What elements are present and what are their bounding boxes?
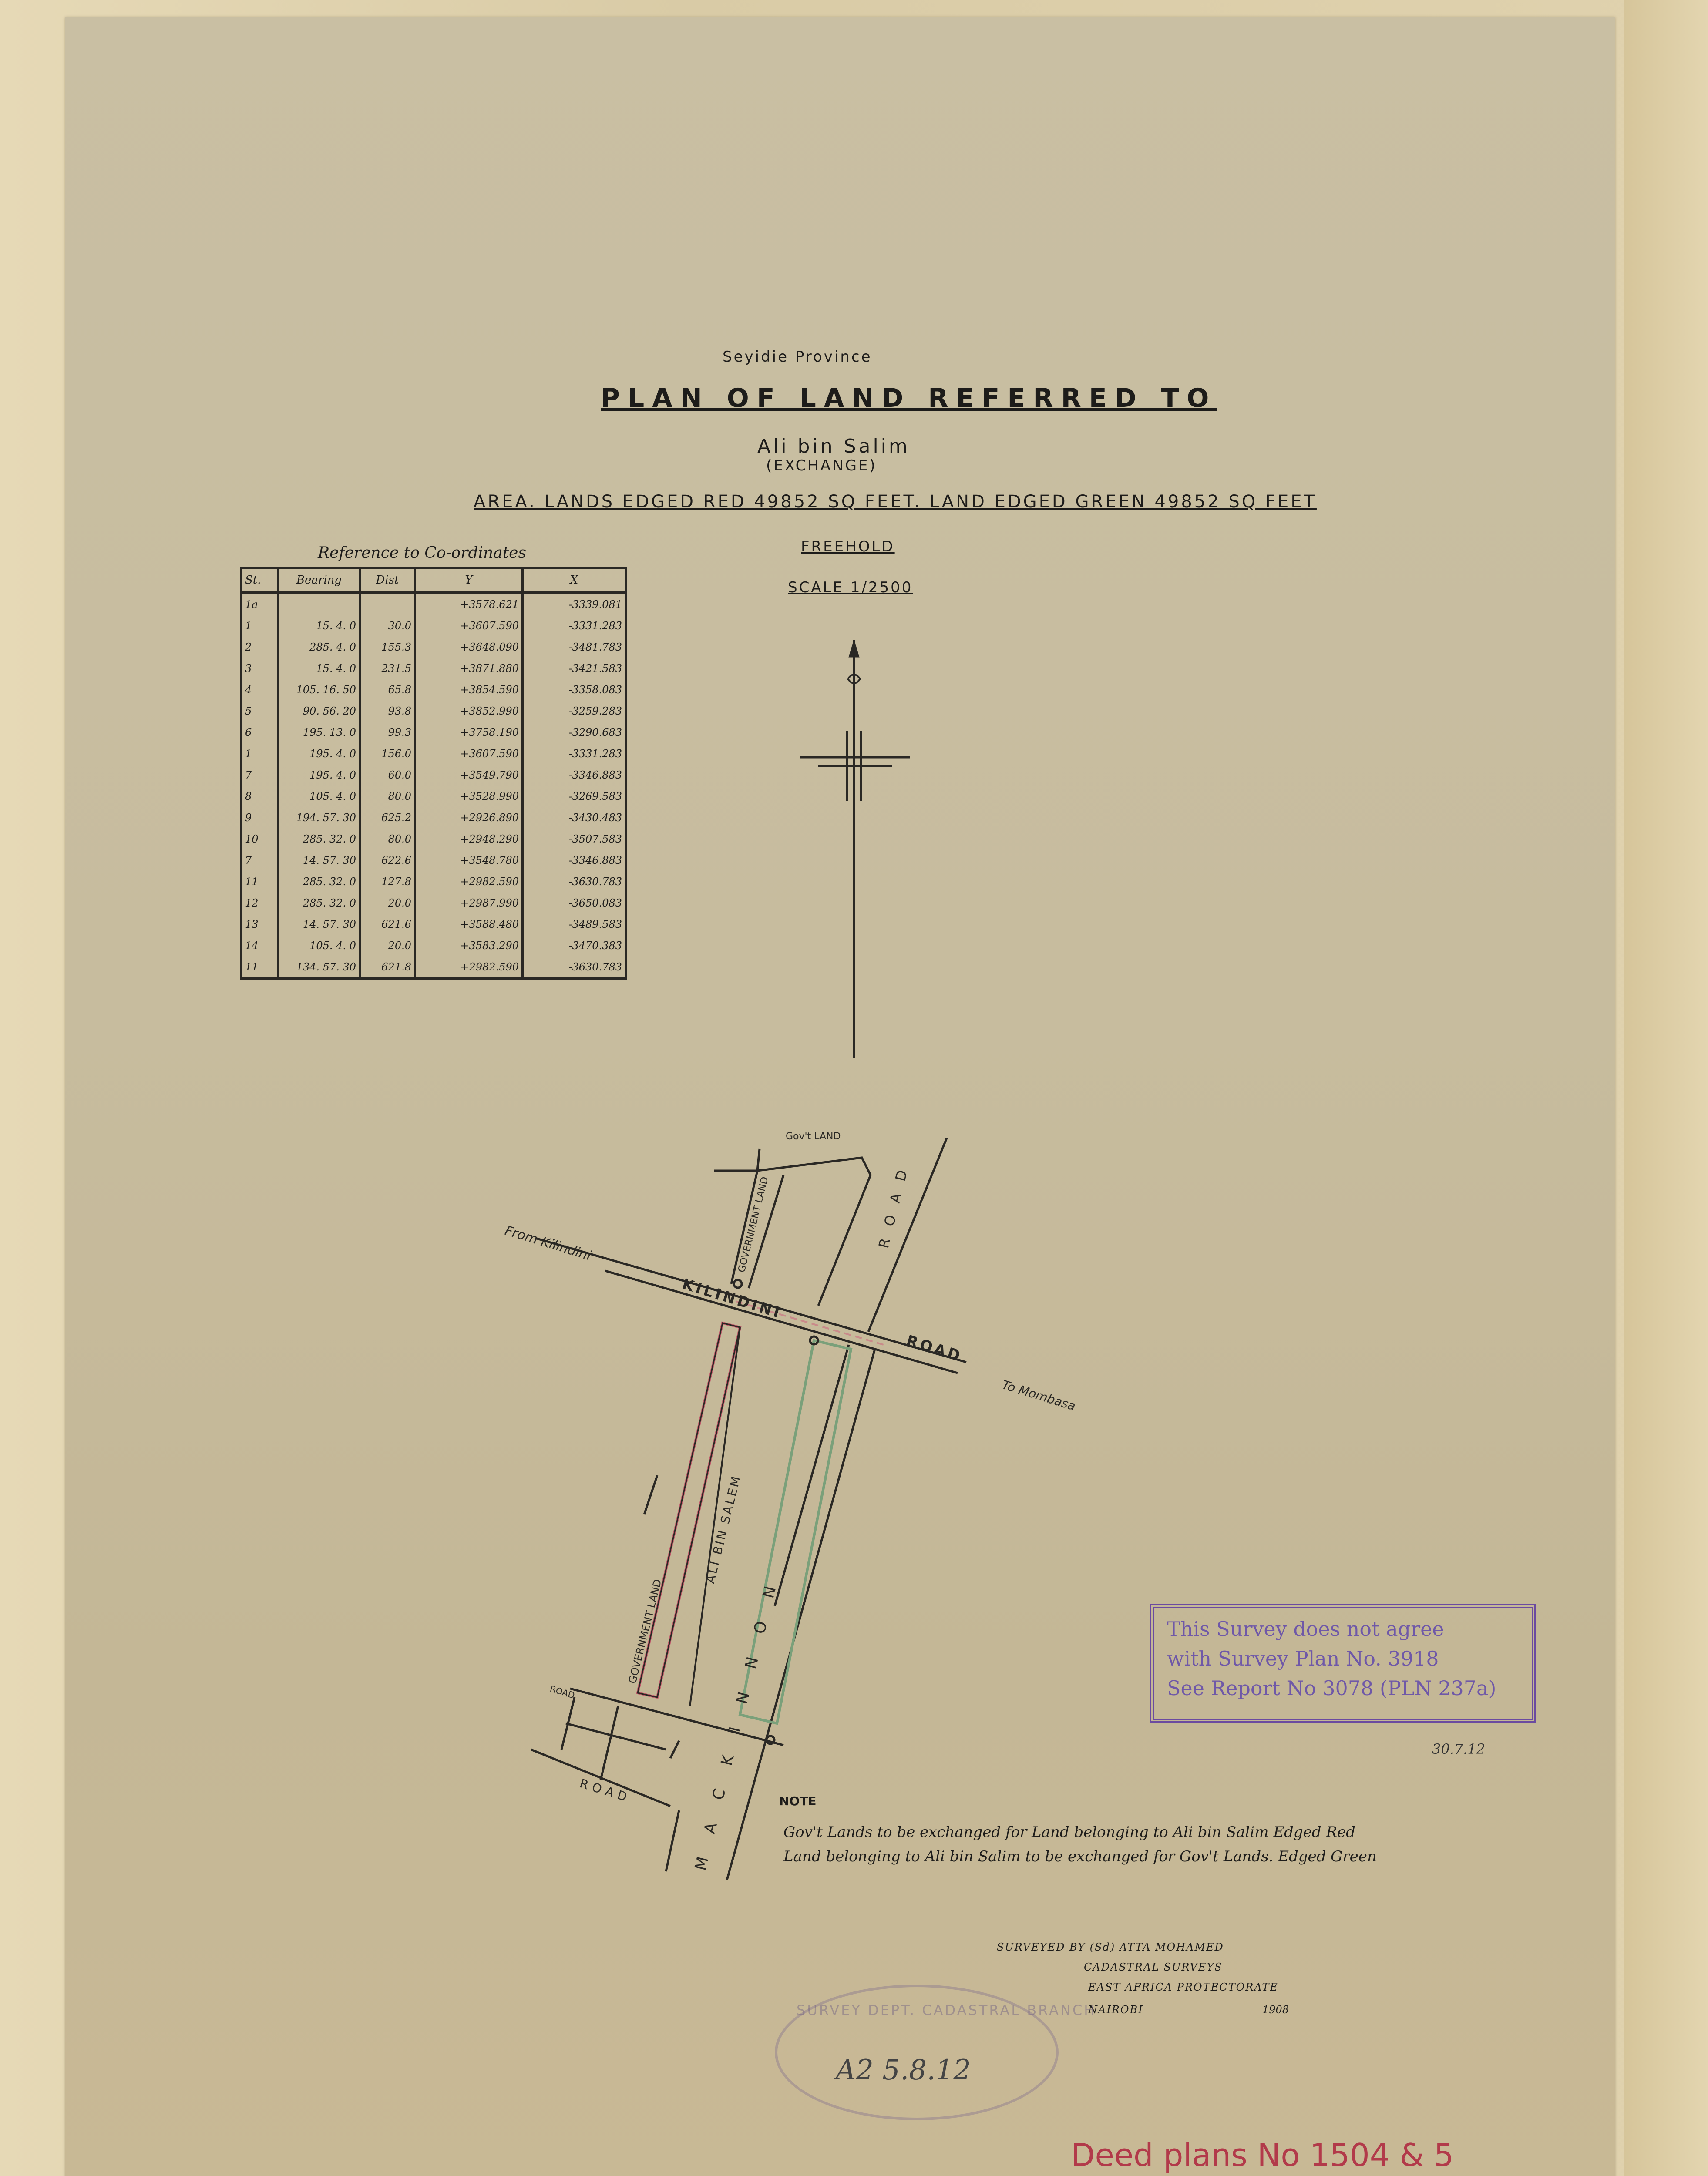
govt-land-top-label: Gov't LAND [786,1131,841,1142]
table-caption: Reference to Co-ordinates [318,544,526,562]
table-cell: 195. 4. 0 [279,743,360,764]
table-cell: -3481.783 [523,636,626,658]
table-cell: 14. 57. 30 [279,850,360,871]
stamp-initials: 30.7.12 [1432,1741,1486,1757]
table-cell: 622.6 [360,850,415,871]
table-cell: 9 [242,807,279,828]
table-cell: 4 [242,679,279,700]
table-cell: +2982.590 [415,871,523,892]
surveyor-line-4: NAIROBI [1088,2004,1143,2016]
government-land-top-parcel [714,1149,871,1306]
north-arrow [800,640,910,1058]
table-cell: 5 [242,700,279,722]
table-cell: 20.0 [360,892,415,913]
table-cell: 90. 56. 20 [279,700,360,722]
table-cell: 2 [242,636,279,658]
table-cell: 30.0 [360,615,415,636]
table-cell: -3650.083 [523,892,626,913]
table-cell: +3588.480 [415,913,523,935]
surveyor-line-2: CADASTRAL SURVEYS [1084,1961,1223,1973]
table-cell: +3548.780 [415,850,523,871]
table-cell: 65.8 [360,679,415,700]
table-cell: 134. 57. 30 [279,956,360,979]
table-cell: +3648.090 [415,636,523,658]
column-header: Y [415,568,523,593]
table-cell: -3630.783 [523,956,626,979]
table-cell: 231.5 [360,658,415,679]
table-cell: -3331.283 [523,743,626,764]
table-cell: +3854.590 [415,679,523,700]
government-land-top-left-label: GOVERNMENT LAND [736,1175,771,1274]
table-cell: 11 [242,956,279,979]
oval-stamp-text: SURVEY DEPT. CADASTRAL BRANCH [797,2002,1096,2018]
column-header: Bearing [279,568,360,593]
table-cell: +3607.590 [415,743,523,764]
table-cell: 13 [242,913,279,935]
table-cell: 195. 13. 0 [279,722,360,743]
table-cell: -3470.383 [523,935,626,956]
table-cell: +3852.990 [415,700,523,722]
table-cell: -3421.583 [523,658,626,679]
table-cell: 156.0 [360,743,415,764]
table-cell: +2948.290 [415,828,523,850]
table-cell: 14 [242,935,279,956]
table-cell: 285. 32. 0 [279,892,360,913]
table-cell: 105. 4. 0 [279,786,360,807]
table-cell: 7 [242,850,279,871]
table-cell: +3583.290 [415,935,523,956]
table-cell: 10 [242,828,279,850]
small-road-label: ROAD [548,1683,576,1701]
table-cell: 127.8 [360,871,415,892]
note-heading: NOTE [779,1794,817,1808]
stamp-line-1: This Survey does not agree [1167,1617,1444,1641]
table-cell: 155.3 [360,636,415,658]
table-cell: 3 [242,658,279,679]
lower-road-label: ROAD [578,1776,633,1806]
table-cell: 625.2 [360,807,415,828]
table-cell: 80.0 [360,828,415,850]
table-cell: 99.3 [360,722,415,743]
column-header: St. [242,568,279,593]
table-cell: +3871.880 [415,658,523,679]
table-cell: 105. 4. 0 [279,935,360,956]
kilindini-road-label: ROAD [904,1332,965,1366]
table-cell: +3578.621 [415,593,523,615]
exchange-label: (EXCHANGE) [766,457,877,474]
table-cell: 285. 32. 0 [279,871,360,892]
table-cell: 621.8 [360,956,415,979]
stamp-line-3: See Report No 3078 (PLN 237a) [1167,1676,1496,1700]
table-cell: 621.6 [360,913,415,935]
table-cell: -3259.283 [523,700,626,722]
note-line-2: Land belonging to Ali bin Salim to be exchanged for Gov't Lands. Edged Green [783,1848,1377,1865]
table-cell: 285. 4. 0 [279,636,360,658]
table-cell: 60.0 [360,764,415,786]
table-cell: +3758.190 [415,722,523,743]
table-cell: 1 [242,615,279,636]
table-cell: 285. 32. 0 [279,828,360,850]
table-cell: -3430.483 [523,807,626,828]
note-line-1: Gov't Lands to be exchanged for Land belonging to Ali bin Salim Edged Red [783,1823,1355,1841]
column-header: X [523,568,626,593]
table-cell: 80.0 [360,786,415,807]
table-cell: 194. 57. 30 [279,807,360,828]
province-label: Seyidie Province [723,348,872,366]
table-cell: -3290.683 [523,722,626,743]
owner-name: Ali bin Salim [757,435,910,457]
scale-label: SCALE 1/2500 [788,579,913,596]
table-cell: +3528.990 [415,786,523,807]
table-cell: 8 [242,786,279,807]
table-cell: -3346.883 [523,764,626,786]
table-cell: -3331.283 [523,615,626,636]
table-cell: 1 [242,743,279,764]
plan-title: PLAN OF LAND REFERRED TO [601,383,1217,413]
oval-handwriting: A2 5.8.12 [836,2054,971,2086]
kilindini-label: KILINDINI [680,1275,784,1323]
surveyor-line-3: EAST AFRICA PROTECTORATE [1088,1981,1278,1993]
table-cell: +3607.590 [415,615,523,636]
table-cell: 6 [242,722,279,743]
survey-year: 1908 [1262,2004,1289,2016]
table-cell: 11 [242,871,279,892]
table-cell: +2926.890 [415,807,523,828]
table-cell: 12 [242,892,279,913]
mackinnon-label: MACKINNON [691,1561,786,1873]
surveyor-line-1: SURVEYED BY (Sd) ATTA MOHAMED [997,1941,1224,1953]
table-cell: -3358.083 [523,679,626,700]
table-cell: -3489.583 [523,913,626,935]
table-cell: 93.8 [360,700,415,722]
government-land-left-label: GOVERNMENT LAND [626,1578,664,1685]
table-cell: +2987.990 [415,892,523,913]
table-cell: 7 [242,764,279,786]
tenure-label: FREEHOLD [801,538,895,555]
table-cell: 195. 4. 0 [279,764,360,786]
to-mombasa-label: To Mombasa [1000,1377,1077,1414]
area-statement: AREA. LANDS EDGED RED 49852 SQ FEET. LAND EDGED GREEN 49852 SQ FEET [474,492,1317,512]
table-cell: -3507.583 [523,828,626,850]
table-cell: 1a [242,593,279,615]
table-cell: 105. 16. 50 [279,679,360,700]
mackinnon-road [670,1138,947,1880]
table-cell: -3269.583 [523,786,626,807]
ali-bin-salem-label: ALI BIN SALEM [703,1473,744,1585]
table-cell: -3630.783 [523,871,626,892]
table-cell: 20.0 [360,935,415,956]
mackinnon-road-label: ROAD [875,1155,914,1250]
table-cell: -3346.883 [523,850,626,871]
table-cell: +2982.590 [415,956,523,979]
disagreement-stamp [1150,1604,1536,1723]
column-header: Dist [360,568,415,593]
table-cell: -3339.081 [523,593,626,615]
deed-plans-note: Deed plans No 1504 & 5 [1071,2137,1454,2173]
table-cell: +3549.790 [415,764,523,786]
stamp-line-2: with Survey Plan No. 3918 [1167,1647,1439,1670]
from-kilindini-label: From Kilindini [503,1223,593,1264]
table-cell: 14. 57. 30 [279,913,360,935]
table-cell: 15. 4. 0 [279,658,360,679]
table-cell: 15. 4. 0 [279,615,360,636]
